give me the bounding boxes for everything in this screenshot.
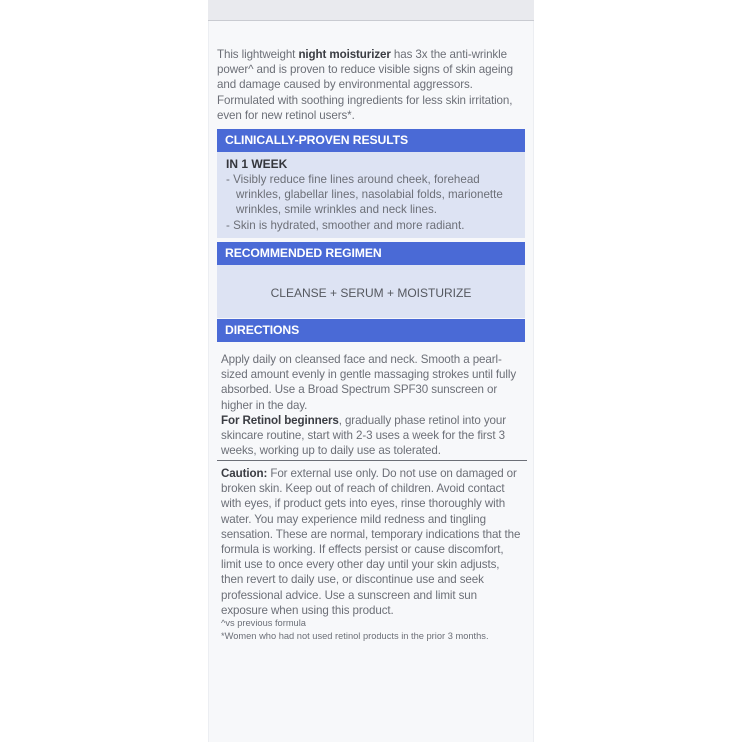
- results-box: [217, 152, 525, 238]
- intro-text-start: This lightweight: [217, 48, 299, 61]
- results-subheading: IN 1 WEEK: [226, 157, 288, 171]
- caution-paragraph: [221, 466, 523, 618]
- intro-text-end: has 3x the anti-wrinkle power^ and is proven to reduce visible signs of skin ageing and damage caused by environmental aggressors. Formulated with soothing ingredients for less skin irritation, even for new retinol users*.: [217, 48, 513, 122]
- intro-bold-text: night moisturizer: [298, 48, 391, 61]
- regimen-steps: CLEANSE + SERUM + MOISTURIZE: [270, 286, 472, 300]
- box-top-flap: [208, 0, 534, 21]
- section-divider: [217, 460, 527, 461]
- results-list: [226, 172, 518, 233]
- regimen-heading: RECOMMENDED REGIMEN: [217, 242, 525, 265]
- results-item: - Visibly reduce fine lines around cheek, forehead wrinkles, glabellar lines, nasolabial folds, marionette wrinkles, smile wrinkles and neck lines.: [226, 173, 503, 217]
- results-item: - Skin is hydrated, smoother and more radiant.: [226, 218, 465, 232]
- directions-heading: DIRECTIONS: [217, 319, 525, 342]
- caution-text: For external use only. Do not use on damaged or broken skin. Keep out of reach of children. Avoid contact with eyes, if product gets into eyes, rinse thoroughly with water. You may experience mild redness and tingling sensation. These are normal, temporary indications that the formula is working. If effects persist or cause discomfort, limit use to once every other day until your skin adjusts, then revert to daily use, or discontinue use and seek professional advice. Use a sunscreen and limit sun exposure when using this product.: [221, 467, 521, 617]
- retinol-beginners-paragraph: [221, 413, 521, 459]
- regimen-box: [217, 265, 525, 318]
- directions-paragraph: Apply daily on cleansed face and neck. Smooth a pearl-sized amount evenly in gentle massaging strokes until fully absorbed. Use a Broad Spectrum SPF30 sunscreen or higher in the day.: [221, 353, 517, 412]
- caution-label: Caution:: [221, 467, 268, 480]
- results-heading: CLINICALLY-PROVEN RESULTS: [217, 129, 525, 152]
- footnote-retinol-users: *Women who had not used retinol products in the prior 3 months.: [221, 631, 489, 641]
- directions-text: [221, 352, 521, 458]
- intro-paragraph: [217, 47, 525, 123]
- footnote-previous-formula: ^vs previous formula: [221, 618, 306, 628]
- retinol-beginners-label: For Retinol beginners: [221, 413, 339, 427]
- retinol-beginners-text: , gradually phase retinol into your skincare routine, start with 2-3 uses a week for the first 3 weeks, working up to daily use as tolerated.: [221, 413, 507, 458]
- product-box-panel: [208, 0, 534, 742]
